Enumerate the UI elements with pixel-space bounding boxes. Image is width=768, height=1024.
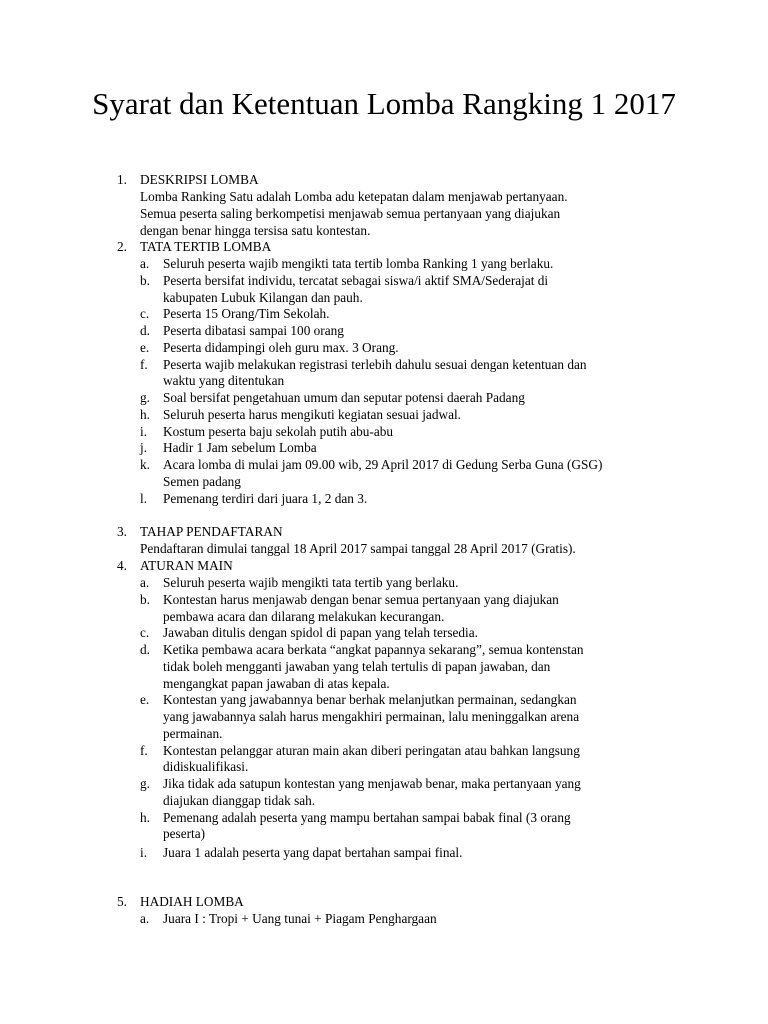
section-number: 5. bbox=[117, 894, 127, 909]
list-item: Hadir 1 Jam sebelum Lomba bbox=[163, 440, 317, 455]
list-marker: i. bbox=[140, 845, 148, 860]
list-marker: e. bbox=[140, 340, 150, 355]
list-item: Ketika pembawa acara berkata “angkat papannya sekarang”, semua kontenstan bbox=[163, 642, 584, 657]
list-item: Kontestan yang jawabannya benar berhak melanjutkan permainan, sedangkan bbox=[163, 692, 577, 707]
list-item: Jika tidak ada satupun kontestan yang menjawab benar, maka pertanyaan yang bbox=[163, 776, 581, 791]
list-item-continuation: waktu yang ditentukan bbox=[163, 373, 285, 388]
list-marker: l. bbox=[140, 491, 148, 506]
section-number: 4. bbox=[117, 558, 127, 573]
list-marker: e. bbox=[140, 692, 150, 707]
section-paragraph-line: Pendaftaran dimulai tanggal 18 April 2017 sampai tanggal 28 April 2017 (Gratis). bbox=[140, 541, 576, 556]
list-marker: g. bbox=[140, 390, 150, 405]
list-item-continuation: diajukan dianggap tidak sah. bbox=[163, 793, 316, 808]
section-number: 2. bbox=[117, 239, 127, 254]
list-item-continuation: Semen padang bbox=[163, 474, 241, 489]
list-marker: c. bbox=[140, 625, 150, 640]
list-item: Juara I : Tropi + Uang tunai + Piagam Penghargaan bbox=[163, 911, 437, 926]
section-paragraph-line: Lomba Ranking Satu adalah Lomba adu ketepatan dalam menjawab pertanyaan. bbox=[140, 189, 568, 204]
list-marker: h. bbox=[140, 810, 150, 825]
list-marker: b. bbox=[140, 592, 150, 607]
list-marker: h. bbox=[140, 407, 150, 422]
list-item: Jawaban ditulis dengan spidol di papan yang telah tersedia. bbox=[163, 625, 478, 640]
list-marker: d. bbox=[140, 323, 150, 338]
section-heading: DESKRIPSI LOMBA bbox=[140, 172, 259, 187]
list-item: Kostum peserta baju sekolah putih abu-abu bbox=[163, 424, 394, 439]
section-heading: TAHAP PENDAFTARAN bbox=[140, 524, 283, 539]
list-marker: c. bbox=[140, 306, 150, 321]
list-item: Peserta 15 Orang/Tim Sekolah. bbox=[163, 306, 330, 321]
list-item: Seluruh peserta harus mengikuti kegiatan sesuai jadwal. bbox=[163, 407, 461, 422]
list-item-continuation: permainan. bbox=[163, 726, 223, 741]
section-heading: ATURAN MAIN bbox=[140, 558, 233, 573]
list-item-continuation: pembawa acara dan dilarang melakukan kecurangan. bbox=[163, 609, 445, 624]
list-item: Kontestan harus menjawab dengan benar semua pertanyaan yang diajukan bbox=[163, 592, 559, 607]
section-heading: TATA TERTIB LOMBA bbox=[140, 239, 272, 254]
list-item: Seluruh peserta wajib mengikti tata tertib yang berlaku. bbox=[163, 575, 459, 590]
list-marker: a. bbox=[140, 911, 150, 926]
list-item: Peserta didampingi oleh guru max. 3 Orang. bbox=[163, 340, 399, 355]
list-item: Peserta bersifat individu, tercatat sebagai siswa/i aktif SMA/Sederajat di bbox=[163, 273, 549, 288]
section-paragraph-line: Semua peserta saling berkompetisi menjawab semua pertanyaan yang diajukan bbox=[140, 206, 561, 221]
list-item: Peserta wajib melakukan registrasi terlebih dahulu sesuai dengan ketentuan dan bbox=[163, 357, 587, 372]
list-item: Pemenang terdiri dari juara 1, 2 dan 3. bbox=[163, 491, 368, 506]
list-item-continuation: mengangkat papan jawaban di atas kepala. bbox=[163, 676, 390, 691]
list-item-continuation: yang jawabannya salah harus mengakhiri permainan, lalu meninggalkan arena bbox=[163, 709, 580, 724]
list-item-continuation: didiskualifikasi. bbox=[163, 759, 249, 774]
section-number: 1. bbox=[117, 172, 127, 187]
list-marker: b. bbox=[140, 273, 150, 288]
list-item-continuation: kabupaten Lubuk Kilangan dan pauh. bbox=[163, 290, 363, 305]
list-marker: f. bbox=[140, 743, 148, 758]
list-marker: f. bbox=[140, 357, 148, 372]
list-item: Peserta dibatasi sampai 100 orang bbox=[163, 323, 344, 338]
list-item: Seluruh peserta wajib mengikti tata tertib lomba Ranking 1 yang berlaku. bbox=[163, 256, 554, 271]
list-item: Pemenang adalah peserta yang mampu bertahan sampai babak final (3 orang bbox=[163, 810, 571, 825]
section-paragraph-line: dengan benar hingga tersisa satu kontestan. bbox=[140, 223, 371, 238]
list-item: Acara lomba di mulai jam 09.00 wib, 29 April 2017 di Gedung Serba Guna (GSG) bbox=[163, 457, 603, 472]
list-marker: g. bbox=[140, 776, 150, 791]
list-item-continuation: peserta) bbox=[163, 826, 206, 841]
section-number: 3. bbox=[117, 524, 127, 539]
list-item: Juara 1 adalah peserta yang dapat bertahan sampai final. bbox=[163, 845, 463, 860]
list-marker: d. bbox=[140, 642, 150, 657]
section-heading: HADIAH LOMBA bbox=[140, 894, 244, 909]
list-marker: k. bbox=[140, 457, 150, 472]
document-title: Syarat dan Ketentuan Lomba Rangking 1 2017 bbox=[92, 86, 676, 121]
list-item: Kontestan pelanggar aturan main akan diberi peringatan atau bahkan langsung bbox=[163, 743, 580, 758]
list-marker: j. bbox=[140, 440, 148, 455]
list-marker: a. bbox=[140, 575, 150, 590]
list-item-continuation: tidak boleh mengganti jawaban yang telah tertulis di papan jawaban, dan bbox=[163, 659, 551, 674]
list-item: Soal bersifat pengetahuan umum dan seputar potensi daerah Padang bbox=[163, 390, 525, 405]
list-marker: a. bbox=[140, 256, 150, 271]
list-marker: i. bbox=[140, 424, 148, 439]
